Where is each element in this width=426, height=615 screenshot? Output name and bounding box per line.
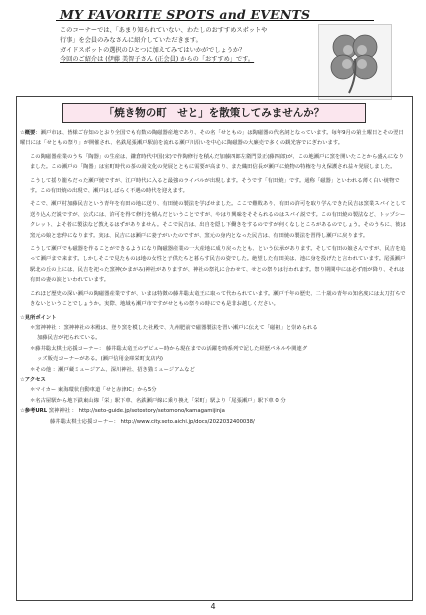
section-title: 「焼き物の町 せと」を散策してみませんか？ <box>62 103 366 123</box>
overview-label: ☆概要 <box>20 130 36 136</box>
paragraph: そこで、瀬戸村加藤民吉という青年を有田の地に送り、有田焼の製法を学ばせました。ここで難敗あり、有田の許可を取り学んできた民吉は窯業スパイとして送り込んだ説ですが、公式には、許可を得て修行を積んだということですが、やはり興味をそそられるのはスパイ説です。この有田焼の製法など、トップシークレット、よそ者に製法など教えるはずがありません。そこで民吉は、出自を隠し下働きをするのですが何くなしところがあるのでしょう。そのうちに、彼は窯元の娘と恋仲になります。実は、民吉には瀬戸に妻子がいたのですが、窯元の身内となった民吉は、有田焼の製法を習得し瀬戸に戻ります。 <box>30 201 406 239</box>
point-item: ッズ販売コーナーがある。(瀬戸信用金庫栄町支店内) <box>37 356 163 363</box>
point-item: ＊その他 ：瀬戸蔵ミュージアム、深川神社、招き猫ミュージアムなど <box>30 366 195 373</box>
intro-text <box>60 26 314 65</box>
access-section <box>20 375 406 406</box>
intro-line: ガイドスポットの選択のひとつに加えてみてはいかがでしょうか？ <box>60 46 246 54</box>
clover-illustration <box>318 24 392 100</box>
four-leaf-clover-icon <box>319 25 391 99</box>
access-item: ＊名古屋駅から地下鉄東山線「栄」駅下車、名鉄瀬戸線に乗り換え「栄町」駅より「尾張瀬戸」駅下車 0 分 <box>30 397 286 404</box>
paragraph: こうして瀬戸でも磁器を作ることができるようになり陶磁器産業の一大産地に成り戻ったとも、という伝承があります。そして有田の娘さんですが、民吉を追って瀬戸まで来ます。しかしそこで見たものは地の女性と子供たちと暮らす民吉の姿でした。絶望した有田美は、池に身を投げたと言われています。尾張瀬戸駅北の丘の上には、民吉を祀った窯神(かまがみ)神社がありますが、神社の祭礼に合わせて、せとの祭りは行われます。祭り期間中には必ず雨が降り、それは有田の妻の涙といわれています。 <box>30 246 406 284</box>
access-item: ＊マイカー 東海環状自動車道「せと赤津IC」から5分 <box>30 387 157 394</box>
points-label: ☆見所ポイント <box>20 314 57 321</box>
intro-line: 今回のご紹介は (伊藤 美智子さん (正会員) からの「おすすめ」です。 <box>60 56 255 64</box>
paragraph: この陶磁器産業のうち「陶器」の生産は、鎌倉時代中国(宋)で作陶修行を積んだ加藤四郎左衛門景正(藤四郎)が、この地瀬戸に窯を開いたことから盛んになりました。この瀬戸の「陶器」は室町時代の茶の湯文化の発展とともに需要が高まり、また織田信長が瀬戸に焼物の特権を与え保護され益々発展しました。 <box>30 153 404 171</box>
point-item: ＊藤井聡太棋士応援コーナー： 藤井聡太竜王のデビュー時から現在までの活躍を時系列で記した経歴パネルや関連グ <box>30 345 308 352</box>
access-label: ☆アクセス <box>20 376 46 383</box>
article-body <box>20 128 406 427</box>
intro-line: 行事」を会員のみなさんに紹介していただきます。 <box>60 36 202 44</box>
ref-link-fujii[interactable]: 藤井聡太棋士応援コーナー： http://www.city.seto.aichi.jp/docs/2022032400038/ <box>50 418 255 425</box>
refs-label: ☆参考URL <box>20 408 48 415</box>
paragraph-overview <box>20 128 406 149</box>
points-section <box>20 313 406 375</box>
page-title: MY FAVORITE SPOTS and EVENTS <box>60 7 311 22</box>
point-item: ＊窯神神社 ：窯神神社の本殿は、登り窯を模した社殿で、九州肥前で磁器製法を習い瀬戸に伝えて「磁祖」と崇められる <box>30 324 318 331</box>
page-number: 4 <box>210 602 216 611</box>
point-item: 加藤民吉が祀られている。 <box>37 335 101 342</box>
intro-line: このコーナーでは、「あまり知られていない、わたしのおすすめスポットや <box>60 27 268 34</box>
refs-section <box>20 406 406 427</box>
paragraph: これほど歴史の深い瀬戸の陶磁器産業ですが、いまは特徴の藤井聡太竜王に取って代わられています。瀬戸千年の歴史、二十歳の青年の知名度には太刀打ちできないということでしょうか。実際、地域も瀬戸市ですがせともの祭りの時にでも是非お越しください。 <box>30 290 406 308</box>
paragraph: こうして揺り籠ちだった瀬戸焼ですが、江戸時代に入ると最強のライバルが出現します。そうです「有田焼」です。通称「磁器」といわれる薄く白い焼物です。この有田焼の出現で、瀬戸はしばらく不遇の時代を迎えます。 <box>30 177 400 195</box>
paragraph-text: ：瀬戸市は、皆様ご存知のとおり全国でも有数の陶磁器産地であり、その名「せともの」は陶磁器の代名詞となっています。毎年9月の第土曜日とその翌日曜日には「せともの祭り」が開催され、名鉄尾張瀬戸駅前を流れる瀬戸川沿いを中心に陶磁器の大廉売で多くの観光客でにぎわいます。 <box>20 130 404 147</box>
ref-link-shrine[interactable]: 窯神神社 ： http://seto-guide.jp/setostory/setomono/kamagamijinja <box>48 408 225 415</box>
